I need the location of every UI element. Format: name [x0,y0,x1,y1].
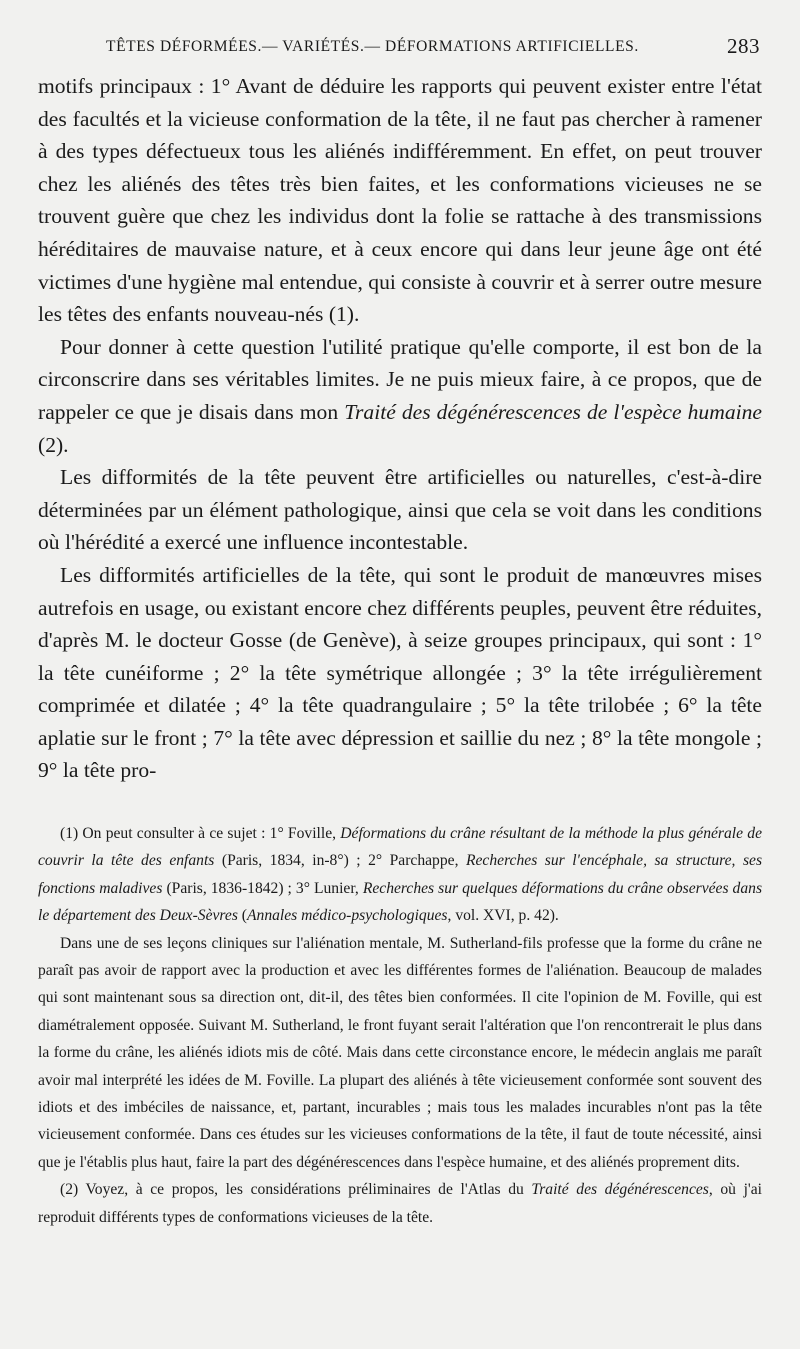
footnote-1-text-b: (Paris, 1834, in-8°) ; 2° Parchappe, [214,852,466,870]
footnote-1-continuation: Dans une de ses leçons cliniques sur l'aliénation mentale, M. Sutherland-fils professe que la forme du crâne ne paraît pas avoir de rapport avec la production et avec les différentes formes de l'aliénation. Beaucoup de malades qui sont maintenant sous sa direction ont, dit-il, des têtes bien conformées. Il cite l'opinion de M. Foville, qui est diamétralement opposée. Suivant M. Sutherland, le front fuyant serait l'altération que l'on rencontrerait le plus dans la forme du crâne, les aliénés idiots mis de côté. Mais dans cette circonstance encore, le médecin anglais me paraît avoir mal interprété les idées de M. Foville. La plupart des aliénés à tête vicieusement conformée sont souvent des idiots et des imbéciles de naissance, et, partant, incurables ; mais tous les malades incurables n'ont pas la tête vicieusement conformée. Dans ces études sur les vicieuses conformations de la tête, il faut de toute nécessité, ainsi que je l'établis plus haut, faire la part des dégénérescences dans l'espèce humaine, et des aliénés proprement dits. [38,934,762,1171]
footnotes [38,820,762,1231]
paragraph-4: Les difformités artificielles de la tête, qui sont le produit de manœuvres mises autrefois en usage, ou existant encore chez différents peuples, peuvent être réduites, d'après M. le docteur Gosse (de Genève), à seize groupes principaux, qui sont : 1° la tête cunéiforme ; 2° la tête symétrique allongée ; 3° la tête irrégulièrement comprimée et dilatée ; 4° la tête quadrangulaire ; 5° la tête trilobée ; 6° la tête aplatie sur le front ; 7° la tête avec dépression et saillie du nez ; 8° la tête mongole ; 9° la tête pro- [38,562,762,783]
footnote-2-text-a: (2) Voyez, à ce propos, les considérations préliminaires de l'Atlas du [60,1181,532,1199]
paragraph-1: motifs principaux : 1° Avant de déduire les rapports qui peuvent exister entre l'état des facultés et la vicieuse conformation de la tête, il ne faut pas chercher à ramener à des types défectueux tous les aliénés indifféremment. En effet, on peut trouver chez les aliénés des têtes très bien faites, et les conformations vicieuses ne se trouvent guère que chez les individus dont la folie se rattache à des transmissions héréditaires de mauvaise nature, et à ceux encore qui dans leur jeune âge ont été victimes d'une hygiène mal entendue, qui consiste à couvrir et à serrer outre mesure les têtes des enfants nouveau-nés (1). [38,74,762,327]
paragraph-3: Les difformités de la tête peuvent être artificielles ou naturelles, c'est-à-dire déterminées par un élément pathologique, ainsi que cela se voit dans les conditions où l'hérédité a exercé une influence incontestable. [38,465,762,555]
book-title-traite: Traité des dégénérescences de l'espèce humaine [344,399,763,424]
footnote-1-text-e: , vol. XVI, p. 42). [447,907,559,925]
footnote-separator [38,804,762,805]
footnote-1-title-4: Annales médico-psychologiques [247,907,448,925]
footnote-1 [38,820,762,930]
running-title: TÊTES DÉFORMÉES.— VARIÉTÉS.— DÉFORMATIONS ARTIFICIELLES. [106,38,639,55]
footnote-1-text-d: ( [237,907,247,925]
footnote-1-title-3: Recherches sur quelques déformations du crâne observées dans le département des Deux-Sèvres [38,879,763,925]
body-text [38,70,762,787]
footnote-2-text-b: , où j'ai reproduit différents types de conformations vicieuses de la tête. [38,1181,762,1226]
footnote-2 [38,1176,762,1231]
footnote-1-title-1: Déformations du crâne résultant de la méthode la plus générale de couvrir la tête des enfants [38,825,762,870]
footnote-1-title-2: Recherches sur l'encéphale, sa structure, ses fonctions maladives [38,852,763,897]
paragraph-2-text-a: Pour donner à cette question l'utilité pratique qu'elle comporte, il est bon de la circonscrire dans ses véritables limites. Je ne puis mieux faire, à ce propos, que de rappeler ce que je disais dans mon [38,334,762,424]
footnote-1-text-a: (1) On peut consulter à ce sujet : 1° Foville, [60,825,341,842]
footnote-2-title: Traité des dégénérescences [531,1181,709,1199]
paragraph-2-text-b: (2). [38,432,69,457]
paragraph-2 [38,331,762,461]
footnote-1-text-c: (Paris, 1836-1842) ; 3° Lunier, [162,879,363,897]
page-number: 283 [727,34,760,58]
page-header [40,34,762,62]
